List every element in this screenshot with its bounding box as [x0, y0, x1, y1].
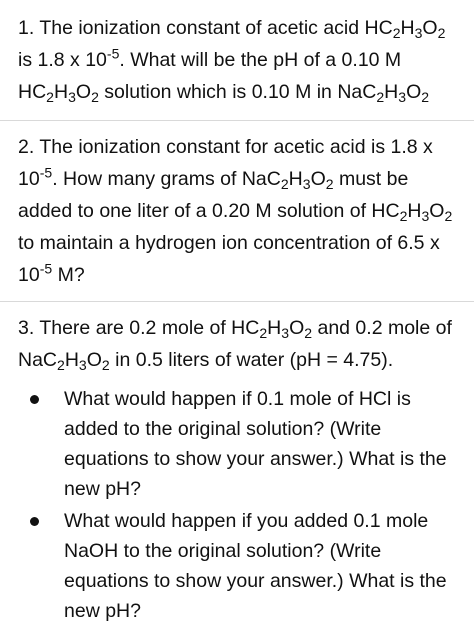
subscript: 3	[398, 88, 407, 105]
subscript: 2	[437, 24, 446, 41]
text-run: H	[53, 81, 69, 103]
question-2-text	[18, 136, 452, 286]
text-run: solution which is 0.10 M in NaC	[98, 81, 377, 103]
text-run: O	[310, 168, 326, 190]
superscript: -5	[106, 45, 120, 62]
text-run: O	[75, 81, 92, 103]
divider-2	[0, 301, 474, 302]
superscript: -5	[39, 164, 53, 181]
subscript: 2	[46, 88, 54, 105]
text-run: to maintain a hydrogen ion concentration of 6.5 x 10	[18, 232, 440, 286]
text-run: in 0.5 liters of water (pH = 4.75).	[109, 349, 394, 371]
text-run: There are 0.2 mole of HC	[34, 317, 260, 339]
subscript: 2	[392, 24, 401, 41]
divider-1	[0, 120, 474, 121]
question-3-bullet-list	[18, 384, 460, 626]
subscript: 2	[325, 175, 334, 192]
subscript: 2	[259, 324, 268, 341]
subscript: 3	[281, 324, 290, 341]
text-run: The ionization constant of acetic acid HC	[34, 17, 393, 39]
subscript: 2	[399, 207, 408, 224]
text-run: H	[400, 17, 415, 39]
text-run: M?	[52, 264, 85, 286]
text-run: . How many grams of NaC	[52, 168, 281, 190]
text-run: H	[267, 317, 282, 339]
text-run: H	[407, 200, 422, 222]
subscript: 3	[421, 207, 430, 224]
question-3-number: 3.	[18, 317, 35, 339]
subscript: 3	[78, 356, 87, 373]
subscript: 2	[444, 207, 453, 224]
bullet-dot-icon	[30, 395, 39, 404]
subscript: 2	[304, 324, 313, 341]
question-3	[18, 312, 460, 376]
bullet-item-hcl	[18, 384, 460, 504]
bullet-item-naoh	[18, 506, 460, 626]
question-1-text	[18, 17, 445, 103]
subscript: 2	[57, 356, 65, 373]
subscript: 2	[376, 88, 385, 105]
question-2-number: 2.	[18, 136, 35, 158]
text-run: O	[422, 17, 438, 39]
text-run: O	[429, 200, 445, 222]
question-3-text	[18, 317, 452, 371]
superscript: -5	[39, 260, 53, 277]
text-run: must be added to one liter of a 0.20 M solution of HC	[18, 168, 409, 222]
subscript: 2	[421, 88, 430, 105]
subscript: 3	[68, 88, 76, 105]
question-1	[18, 12, 460, 108]
bullet-dot-icon	[30, 517, 39, 526]
subscript: 3	[414, 24, 423, 41]
text-run: and 0.2 mole of NaC	[18, 317, 452, 371]
text-run: H	[384, 81, 399, 103]
text-run: . What will be the pH of a 0.10 M HC	[18, 49, 402, 103]
subscript: 2	[101, 356, 110, 373]
subscript: 3	[302, 175, 311, 192]
question-2	[18, 131, 460, 291]
text-run: H	[288, 168, 303, 190]
text-run: H	[64, 349, 79, 371]
text-run: O	[289, 317, 305, 339]
question-1-number: 1.	[18, 17, 35, 39]
text-run: O	[86, 349, 102, 371]
subscript: 2	[280, 175, 289, 192]
bullet-text-hcl: What would happen if 0.1 mole of HCl is added to the original solution? (Write equations to show your answer.) What is the new pH?	[64, 388, 447, 500]
text-run: is 1.8 x 10	[18, 49, 107, 71]
text-run: The ionization constant for acetic acid is 1.8 x 10	[18, 136, 433, 190]
subscript: 2	[91, 88, 99, 105]
bullet-text-naoh: What would happen if you added 0.1 mole NaOH to the original solution? (Write equations to show your answer.) What is the new pH?	[64, 510, 447, 622]
text-run: O	[406, 81, 422, 103]
